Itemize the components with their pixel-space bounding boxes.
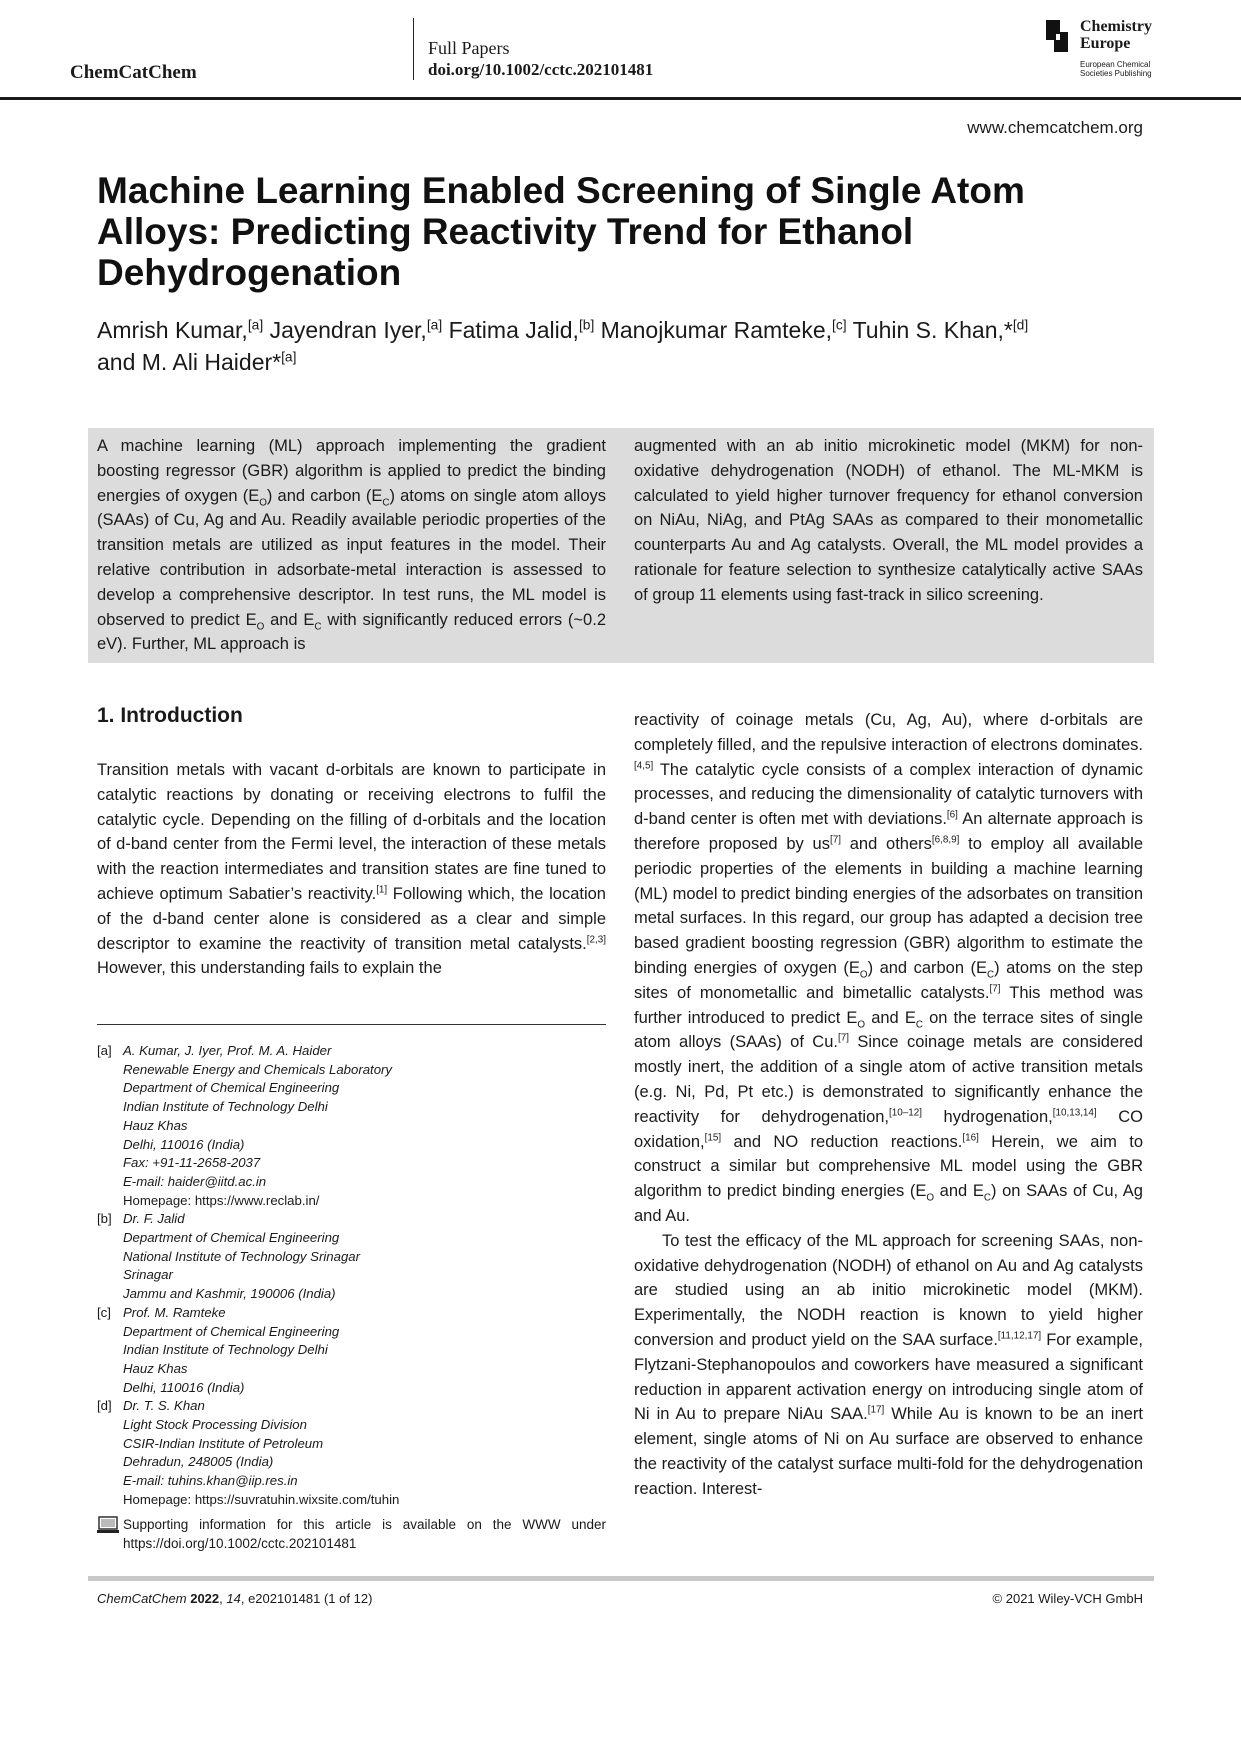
chemistry-europe-logo-icon (1046, 20, 1072, 52)
header-rule (0, 97, 1241, 100)
author-name: Amrish Kumar, (97, 317, 248, 343)
abstract-column-2: augmented with an ab initio microkinetic model (MKM) for non-oxidative dehydrogenation (NODH) of ethanol. The ML-MKM is calculated to yield higher turnover frequency for ethanol conversion on NiAu, NiAg, and PtAg SAAs as compared to their monometallic counterparts Au and Ag catalysts. Overall, the ML model provides a rationale for feature selection to synthesize catalytically active SAAs of group 11 elements using fast-track in silico screening. (634, 437, 1143, 604)
publisher-sub-1: European Chemical (1080, 60, 1151, 69)
publisher-logo (1046, 18, 1176, 80)
author-list: Amrish Kumar,[a] Jayendran Iyer,[a] Fatima Jalid,[b] Manojkumar Ramteke,[c] Tuhin S. Khan,*[d] and M. Ali Haider*[a] (97, 317, 1029, 375)
author-name: Jayendran Iyer, (269, 317, 427, 343)
footer-rule (88, 1576, 1154, 1581)
email-link[interactable]: E-mail: haider@iitd.ac.in (123, 1173, 267, 1189)
journal-name: ChemCatChem (70, 62, 197, 83)
section-label: Full Papers (428, 38, 510, 58)
footer-citation: ChemCatChem 2022, 14, e202101481 (1 of 12) (97, 1591, 373, 1606)
section-heading: 1. Introduction (97, 704, 243, 727)
affiliations: [a] A. Kumar, J. Iyer, Prof. M. A. Haider Renewable Energy and Chemicals Laboratory Department of Chemical Engineering Indian Institute of Technology Delhi Hauz Khas Delhi, 110016 (India) Fax: +91-11-2658-2037 E-mail: haider@iitd.ac.in Homepage: https://www.reclab.in/ [b] Dr. F. Jalid Department of Chemical Engineering National Institute of Technology Srinagar Srinagar Jammu and Kashmir, 190006 (India) [c] Prof. M. Ramteke Department of Chemical Engineering Indian Institute of Technology Delhi Hauz Khas Delhi, 110016 (India) [d] Dr. T. S. Khan Light Stock Processing Division CSIR-Indian Institute of Petroleum Dehradun, 248005 (India) E-mail: tuhins.khan@iip.res.in Homepage: https://suvratuhin.wixsite.com/tuhin (97, 1042, 606, 1510)
author-name: Tuhin S. Khan,* (852, 317, 1013, 343)
footer-copyright: © 2021 Wiley-VCH GmbH (992, 1591, 1143, 1606)
author-name: Manojkumar Ramteke, (600, 317, 833, 343)
doi-link[interactable]: doi.org/10.1002/cctc.202101481 (428, 60, 654, 79)
homepage-link[interactable]: Homepage: https://www.reclab.in/ (123, 1192, 320, 1208)
journal-website-link[interactable]: www.chemcatchem.org (967, 118, 1143, 137)
computer-icon (97, 1516, 119, 1534)
author-name: and M. Ali Haider* (97, 349, 282, 375)
supporting-info-text: Supporting information for this article is available on the WWW under https://doi.org/10.1002/cctc.202101481 (123, 1517, 606, 1551)
publisher-name-2: Europe (1080, 35, 1131, 52)
intro-column-2: reactivity of coinage metals (Cu, Ag, Au), where d-orbitals are completely filled, and the repulsive interaction of electrons dominates.[4,5] The catalytic cycle consists of a complex interaction of dynamic processes, and reducing the dimensionality of catalytic turnovers with d-band center is often met with deviations.[6] An alternate approach is therefore proposed by us[7] and others[6,8,9] to employ all available periodic properties of the elements in building a machine learning (ML) model to predict binding energies of the adsorbates on transition metal surfaces. In this regard, our group has adapted a decision tree based gradient boosting regression (GBR) algorithm to estimate the binding energies of oxygen $(E_O)$ and carbon $(E_C)$ atoms on the step sites of monometallic and bimetallic catalysts.[7] This method was further introduced to predict $E_O$ and $E_C$ on the terrace sites of single atom alloys (SAAs) of Cu.[7] Since coinage metals are considered mostly inert, the addition of a single atom of active transition metals (e.g. Ni, Pd, Pt etc.) is demonstrated to significantly enhance the reactivity for dehydrogenation,[10–12] hydrogenation,[10,13,14] CO oxidation,[15] and NO reduction reactions.[16] Herein, we aim to construct a similar but comprehensive ML model using the GBR algorithm to predict binding energies ($E_O$ and $E_C$) on SAAs of Cu, Ag and Au. To test the efficacy of the ML approach for screening SAAs, non-oxidative dehydrogenation (NODH) of ethanol on Au and Ag catalysts are studied using an ab initio microkinetic model (MKM). Experimentally, the NODH reaction is known to yield higher conversion and product yield on the SAA surface.[11,12,17] For example, Flytzani-Stephanopoulos and coworkers have measured a significant reduction in apparent activation energy on introducing single atom of Ni in Au to prepare NiAu SAA.[17] While Au is known to be an inert element, single atoms of Ni on Au surface are observed to enhance the reactivity of the catalyst surface multi-fold for the dehydrogenation reaction. Interest- (634, 711, 1144, 1498)
header-divider (413, 18, 414, 80)
article-title: Machine Learning Enabled Screening of Single Atom Alloys: Predicting Reactivity Trend for Ethanol Dehydrogenation (97, 170, 1025, 293)
publisher-sub-2: Societies Publishing (1080, 69, 1152, 78)
intro-column-1: Transition metals with vacant d-orbitals are known to participate in catalytic reactions by donating or receiving electrons to fulfil the catalytic cycle. Depending on the filling of d-orbitals and the location of d-band center from the Fermi level, the interaction of these metals with the reaction intermediates and transition states are fine tuned to achieve optimum Sabatier’s reactivity.[1] Following which, the location of the d-band center alone is considered as a clear and simple descriptor to examine the reactivity of transition metal catalysts.[2,3] However, this understanding fails to explain the (97, 761, 606, 978)
publisher-name-1: Chemistry (1080, 18, 1152, 35)
footnote-rule (97, 1024, 606, 1025)
author-name: Fatima Jalid, (448, 317, 579, 343)
supporting-info (97, 1516, 606, 1553)
abstract-column-1: A machine learning (ML) approach implementing the gradient boosting regressor (GBR) algorithm is applied to predict the binding energies of oxygen $(E_O)$ and carbon $(E_C)$ atoms on single atom alloys (SAAs) of Cu, Ag and Au. Readily available periodic properties of the transition metals are utilized as input features in the model. Their relative contribution in adsorbate-metal interaction is assessed to develop a comprehensive descriptor. In test runs, the ML model is observed to predict $E_O$ and $E_C$ with significantly reduced errors (~0.2 eV). Further, ML approach is (97, 437, 606, 654)
homepage-link[interactable]: Homepage: https://suvratuhin.wixsite.com/tuhin (123, 1491, 400, 1507)
email-link[interactable]: E-mail: tuhins.khan@iip.res.in (123, 1473, 298, 1489)
